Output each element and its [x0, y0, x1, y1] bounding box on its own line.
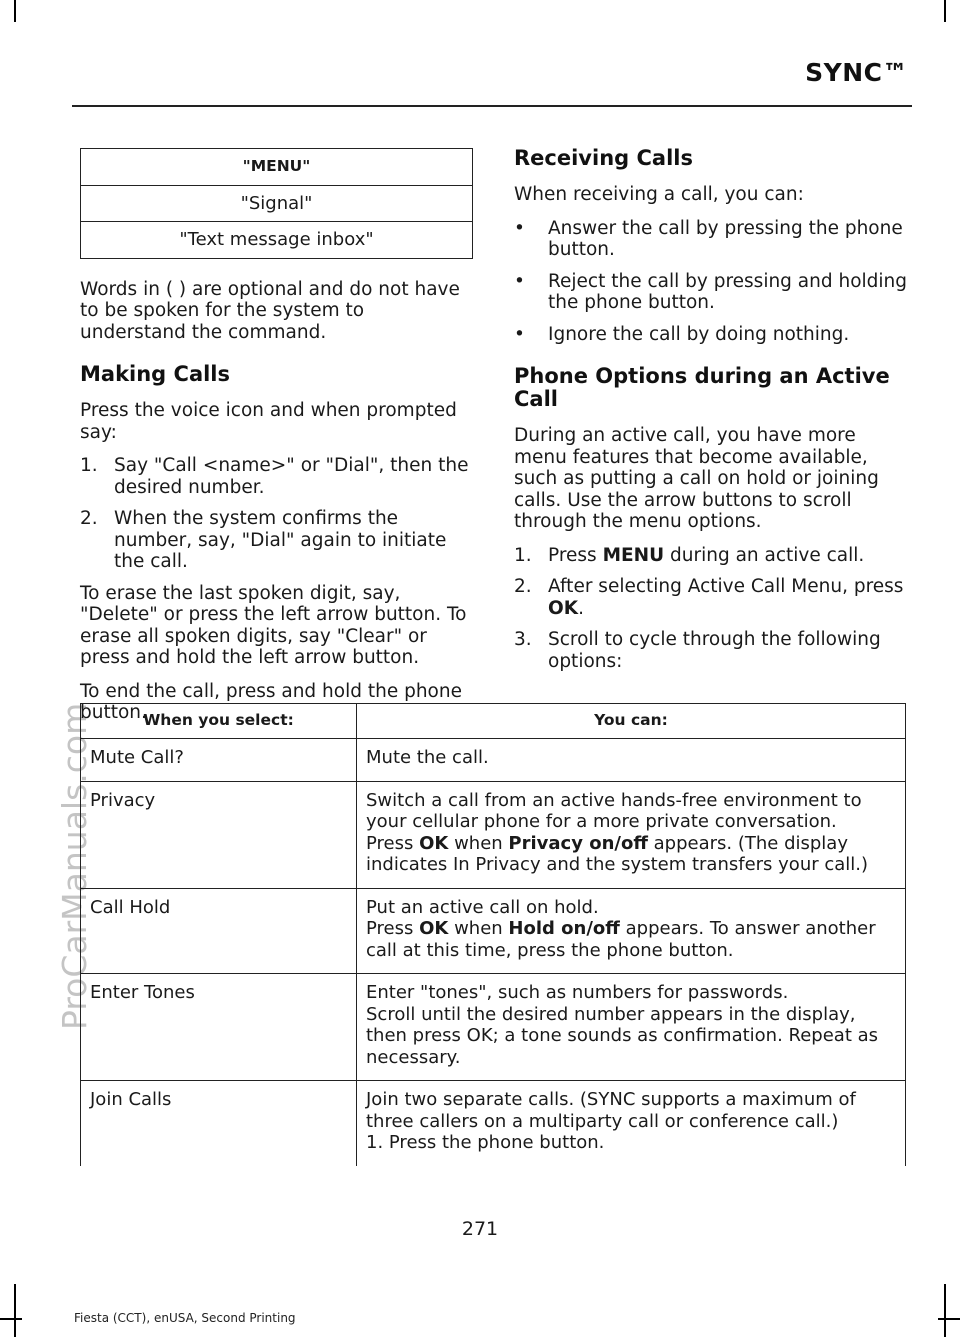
step-text: Say "Call <name>" or "Dial", then the desired number.	[114, 455, 469, 498]
step-number: 3.	[514, 629, 532, 650]
table-row	[81, 888, 906, 974]
option-description	[357, 888, 906, 974]
text-segment: when	[448, 832, 509, 854]
list-item	[514, 629, 909, 672]
description-line: Enter "tones", such as numbers for passwords.	[366, 982, 789, 1003]
list-item	[514, 545, 909, 567]
list-item	[514, 324, 909, 346]
text-segment: Press	[366, 918, 420, 939]
step-number: 2.	[514, 576, 532, 597]
crop-mark	[938, 1318, 960, 1320]
footer-text: Fiesta (CCT), enUSA, Second Printing	[74, 1311, 296, 1325]
receiving-calls-bullets	[514, 218, 909, 346]
list-item	[80, 508, 475, 573]
list-item	[514, 271, 909, 314]
list-item	[514, 576, 909, 619]
page-number: 271	[461, 1218, 499, 1240]
hold-keyword: Hold on/off	[508, 918, 620, 939]
menu-keyword: MENU	[602, 544, 665, 566]
step-number: 1.	[80, 455, 98, 476]
active-call-options-table	[80, 703, 906, 1166]
option-name: Enter Tones	[81, 974, 357, 1081]
step-text-post: during an active call.	[664, 544, 865, 566]
text-segment: appears. To answer another call at this time, press the phone button.	[366, 918, 876, 961]
command-table-cell: "Text message inbox"	[81, 222, 473, 259]
ok-keyword: OK	[548, 597, 579, 619]
command-table-header: "MENU"	[81, 149, 473, 186]
step-text-pre: After selecting Active Call Menu, press	[548, 576, 904, 597]
description-line: Scroll until the desired number appears in the display, then press OK; a tone sounds as confirmation. Repeat as necessary.	[366, 1003, 879, 1068]
crop-mark	[14, 0, 16, 22]
making-calls-intro: Press the voice icon and when prompted say:	[80, 400, 457, 443]
phone-options-intro: During an active call, you have more menu features that become available, such as putting a call on hold or joining calls. Use the arrow buttons to scroll through the menu options.	[514, 425, 879, 532]
end-call-paragraph: To end the call, press and hold the phone button.	[80, 680, 462, 723]
description-line: Put an active call on hold.	[366, 896, 599, 918]
receiving-calls-heading: Receiving Calls	[514, 146, 693, 170]
description-line: 1. Press the phone button.	[366, 1132, 605, 1153]
crop-mark	[944, 1284, 946, 1337]
step-text: Scroll to cycle through the following options:	[548, 629, 881, 672]
list-item	[80, 455, 475, 498]
table-row	[81, 1081, 906, 1166]
step-number: 2.	[80, 508, 98, 529]
column-header-action: You can:	[357, 704, 906, 739]
making-calls-steps	[80, 455, 475, 573]
phone-options-steps	[514, 545, 909, 673]
phone-options-heading: Phone Options during an Active Call	[514, 364, 890, 411]
list-item	[514, 218, 909, 261]
voice-command-table	[80, 148, 473, 259]
optional-words-note: Words in ( ) are optional and do not have to be spoken for the system to understand the command.	[80, 278, 460, 343]
option-name: Mute Call?	[81, 739, 357, 782]
description-line: Join two separate calls. (SYNC supports a maximum of three callers on a multiparty call or conference call.)	[366, 1089, 856, 1132]
step-text: When the system confirms the number, say, "Dial" again to initiate the call.	[114, 508, 447, 572]
bullet-icon: •	[514, 323, 525, 345]
bullet-text: Reject the call by pressing and holding the phone button.	[548, 270, 908, 313]
page-header-title: SYNC™	[805, 58, 908, 87]
table-row	[81, 739, 906, 782]
ok-keyword: OK	[419, 918, 449, 939]
making-calls-heading: Making Calls	[80, 362, 231, 386]
header-rule	[72, 105, 912, 107]
option-name: Call Hold	[81, 888, 357, 974]
bullet-icon: •	[514, 270, 525, 292]
crop-mark	[0, 1318, 22, 1320]
right-column	[514, 147, 909, 682]
option-description: Mute the call.	[357, 739, 906, 782]
text-segment: Press	[366, 832, 420, 854]
erase-digit-paragraph: To erase the last spoken digit, say, "Delete" or press the left arrow button. To erase all spoken digits, say "Clear" or press and hold the left arrow button.	[80, 582, 467, 668]
option-description	[357, 974, 906, 1081]
crop-mark	[944, 0, 946, 22]
bullet-text: Answer the call by pressing the phone button.	[548, 217, 903, 260]
table-row	[81, 781, 906, 888]
description-line	[366, 833, 897, 876]
bullet-text: Ignore the call by doing nothing.	[548, 323, 850, 345]
left-column	[80, 148, 475, 736]
watermark: ProCarManuals.com	[55, 702, 94, 1030]
description-line: Switch a call from an active hands-free environment to your cellular phone for a more private conversation.	[366, 789, 862, 832]
receiving-calls-intro: When receiving a call, you can:	[514, 184, 804, 205]
table-row	[81, 974, 906, 1081]
text-segment: appears. (The display indicates In Privacy and the system transfers your call.)	[366, 832, 869, 875]
description-line	[366, 918, 897, 961]
column-header-select: When you select:	[81, 704, 357, 739]
step-text-post: .	[578, 597, 584, 619]
crop-mark	[14, 1284, 16, 1337]
command-table-cell: "Signal"	[81, 185, 473, 222]
option-description	[357, 1081, 906, 1166]
ok-keyword: OK	[419, 832, 449, 854]
privacy-keyword: Privacy on/off	[508, 832, 648, 854]
option-description	[357, 781, 906, 888]
option-name: Join Calls	[81, 1081, 357, 1166]
option-name: Privacy	[81, 781, 357, 888]
step-text-pre: Press	[548, 544, 603, 566]
bullet-icon: •	[514, 217, 525, 239]
step-number: 1.	[514, 544, 532, 566]
text-segment: when	[448, 918, 509, 939]
